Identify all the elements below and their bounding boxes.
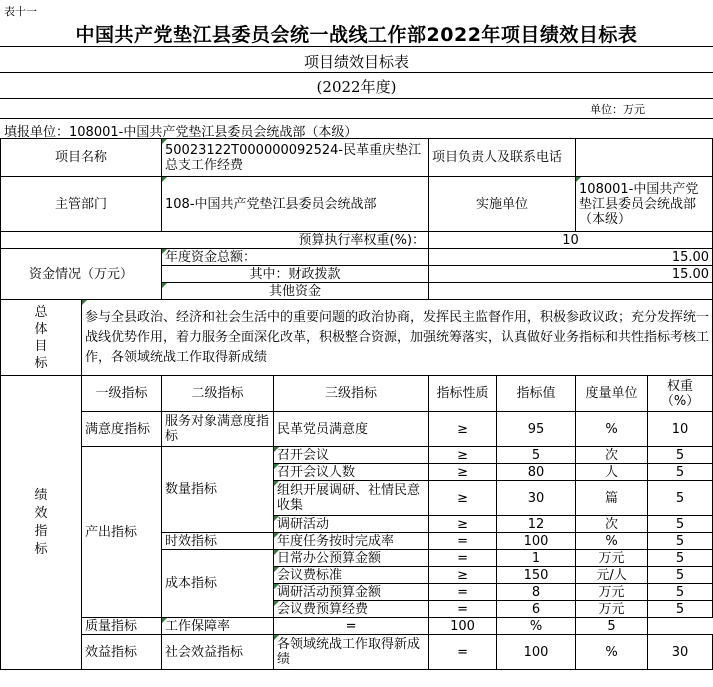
- weight-cell: 10: [648, 412, 713, 447]
- budget-weight-value: 10: [429, 232, 713, 249]
- nature-cell: =: [429, 550, 497, 567]
- value-cell: 30: [497, 481, 576, 516]
- weight-cell: 5: [576, 618, 648, 635]
- project-name-label: 项目名称: [1, 139, 162, 177]
- unit-cell: %: [497, 618, 576, 635]
- weight-cell: 30: [648, 635, 713, 670]
- weight-cell: 5: [648, 481, 713, 516]
- l3-cell: 民革党员满意度: [274, 412, 429, 447]
- weight-cell: 5: [648, 464, 713, 481]
- l3-cell: 日常办公预算金额: [274, 550, 429, 567]
- funds-fiscal-value: 15.00: [429, 266, 713, 283]
- nature-cell: =: [274, 618, 429, 635]
- unit-cell: %: [576, 412, 648, 447]
- table-number: 表十一: [4, 5, 37, 18]
- value-cell: 100: [497, 635, 576, 670]
- l1-cell: 满意度指标: [82, 412, 162, 447]
- l2-cell: 成本指标: [162, 550, 274, 618]
- header-value: 指标值: [497, 376, 576, 412]
- funds-total-label: 年度资金总额：: [162, 249, 429, 266]
- l3-cell: 召开会议: [274, 447, 429, 464]
- funds-label: 资金情况（万元）: [1, 249, 162, 300]
- weight-cell: 5: [648, 601, 713, 618]
- header-l3: 三级指标: [274, 376, 429, 412]
- dept-value: 108-中国共产党垫江县委员会统战部: [162, 177, 429, 232]
- table-row: [1, 635, 713, 670]
- unit-cell: 万元: [576, 601, 648, 618]
- budget-weight-label: 预算执行率权重(%)：: [1, 232, 429, 249]
- fill-unit-label: 填报单位：: [4, 125, 70, 140]
- value-cell: 80: [497, 464, 576, 481]
- l1-cell: 效益指标: [82, 635, 162, 670]
- goal-text: 参与全县政治、经济和社会生活中的重要问题的政治协商，发挥民主监督作用，积极参政议政；充分发挥统一战线优势作用，着力服务全面深化改革，积极整合资源，加强统筹落实，认真做好业务指标和共性指标考核工作，各领域统战工作取得新成绩: [82, 300, 713, 376]
- l3-cell: 调研活动预算金额: [274, 584, 429, 601]
- value-cell: 5: [497, 447, 576, 464]
- nature-cell: ≥: [429, 447, 497, 464]
- value-cell: 1: [497, 550, 576, 567]
- header-l2: 二级指标: [162, 376, 274, 412]
- weight-cell: 5: [648, 516, 713, 533]
- value-cell: 12: [497, 516, 576, 533]
- l2-cell: 服务对象满意度指标: [162, 412, 274, 447]
- unit-cell: %: [576, 533, 648, 550]
- project-name-value: 50023122T000000092524-民革重庆垫江总支工作经费: [162, 139, 429, 177]
- page-title: 中国共产党垫江县委员会统一战线工作部2022年项目绩效目标表: [75, 24, 638, 46]
- unit-cell: 篇: [576, 481, 648, 516]
- nature-cell: ≥: [429, 567, 497, 584]
- table-row: [1, 447, 713, 464]
- unit-cell: 次: [576, 516, 648, 533]
- unit-cell: 元/人: [576, 567, 648, 584]
- nature-cell: ≥: [429, 464, 497, 481]
- responsible-value: [576, 139, 713, 177]
- nature-cell: ≥: [429, 412, 497, 447]
- l3-cell: 调研活动: [274, 516, 429, 533]
- header-weight: 权重（%）: [648, 376, 713, 412]
- header-l1: 一级指标: [82, 376, 162, 412]
- funds-other-label: 其他资金: [162, 283, 429, 300]
- header-nature: 指标性质: [429, 376, 497, 412]
- value-cell: 150: [497, 567, 576, 584]
- l2-cell: 社会效益指标: [162, 635, 274, 670]
- performance-table: [0, 138, 713, 670]
- subtitle: 项目绩效目标表: [303, 53, 409, 71]
- nature-cell: =: [429, 533, 497, 550]
- l3-cell: 各领域统战工作取得新成绩: [274, 635, 429, 670]
- l1-cell: 产出指标: [82, 447, 162, 618]
- weight-cell: 5: [648, 584, 713, 601]
- unit-cell: 万元: [576, 584, 648, 601]
- nature-cell: =: [429, 601, 497, 618]
- l3-cell: 年度任务按时完成率: [274, 533, 429, 550]
- l2-cell: 数量指标: [162, 447, 274, 533]
- table-row: [1, 412, 713, 447]
- l3-cell: 会议费标准: [274, 567, 429, 584]
- nature-cell: ≥: [429, 516, 497, 533]
- value-cell: 8: [497, 584, 576, 601]
- weight-cell: 5: [648, 567, 713, 584]
- table-row: [1, 618, 713, 635]
- value-cell: 100: [497, 533, 576, 550]
- unit-cell: 万元: [576, 550, 648, 567]
- unit-label: 单位：万元: [590, 103, 645, 116]
- l3-cell: 组织开展调研、社情民意收集: [274, 481, 429, 516]
- weight-cell: 5: [648, 533, 713, 550]
- impl-value: 108001-中国共产党垫江县委员会统战部（本级）: [576, 177, 713, 232]
- report-year: (2022年度): [316, 78, 397, 96]
- l2-cell: 质量指标: [82, 618, 162, 635]
- impl-label: 实施单位: [429, 177, 576, 232]
- unit-cell: 次: [576, 447, 648, 464]
- nature-cell: =: [429, 635, 497, 670]
- weight-cell: 5: [648, 447, 713, 464]
- l3-cell: 工作保障率: [162, 618, 274, 635]
- fill-unit-value: 108001-中国共产党垫江县委员会统战部（本级）: [69, 125, 358, 140]
- value-cell: 6: [497, 601, 576, 618]
- l3-cell: 会议费预算经费: [274, 601, 429, 618]
- header-unit: 度量单位: [576, 376, 648, 412]
- unit-cell: 人: [576, 464, 648, 481]
- nature-cell: ≥: [429, 481, 497, 516]
- l3-cell: 召开会议人数: [274, 464, 429, 481]
- funds-other-value: [429, 283, 713, 300]
- perf-label: 绩效指标: [1, 376, 82, 670]
- funds-total-value: 15.00: [429, 249, 713, 266]
- value-cell: 100: [429, 618, 497, 635]
- value-cell: 95: [497, 412, 576, 447]
- responsible-label: 项目负责人及联系电话: [429, 139, 576, 177]
- nature-cell: =: [429, 584, 497, 601]
- goal-label: 总体目标: [1, 300, 82, 376]
- dept-label: 主管部门: [1, 177, 162, 232]
- unit-cell: %: [576, 635, 648, 670]
- weight-cell: 5: [648, 550, 713, 567]
- l2-cell: 时效指标: [162, 533, 274, 550]
- funds-fiscal-label: 其中：财政拨款: [162, 266, 429, 283]
